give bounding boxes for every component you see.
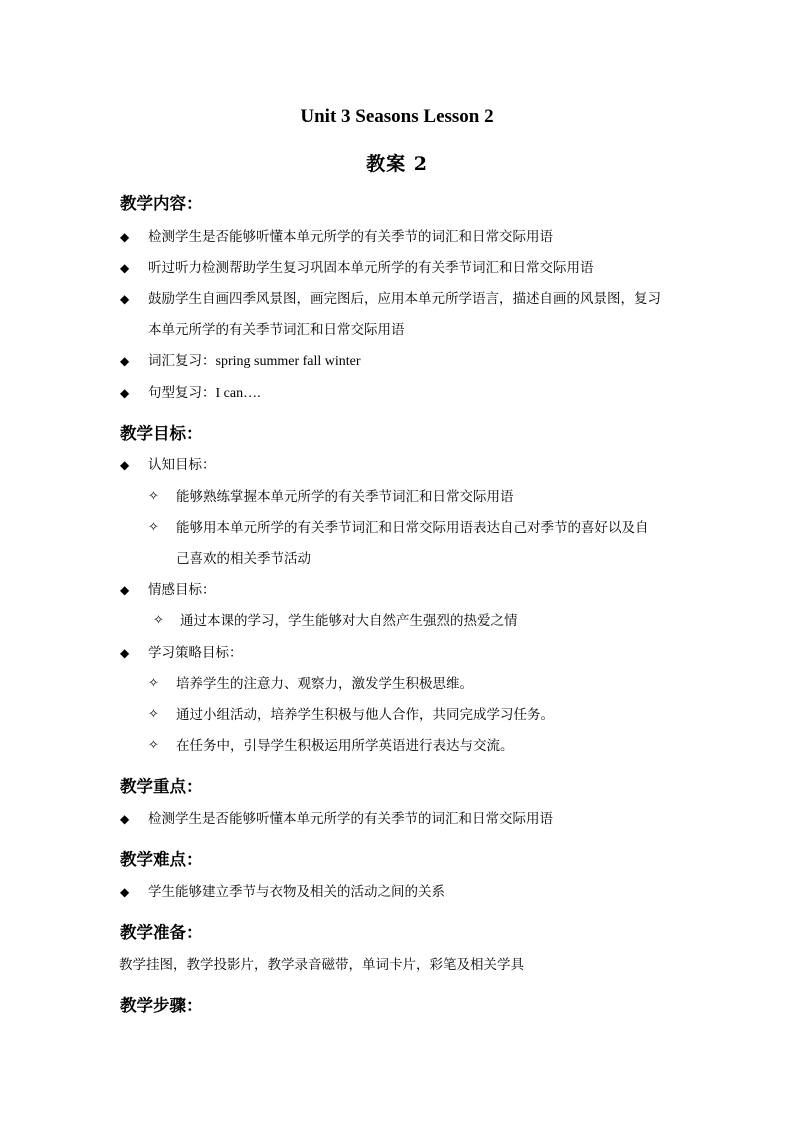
content-item-3: 鼓励学生自画四季风景图，画完图后，应用本单元所学语言，描述自画的风景图，复习 [148,291,661,307]
goal-emotion-label: 情感目标： [148,582,216,598]
heading-goals: 教学目标： [120,424,203,443]
bullet-icon: ◆ [120,458,130,472]
goal-strategy-item-3: 在任务中，引导学生积极运用所学英语进行表达与交流。 [176,738,514,754]
sub-bullet-icon: ✧ [148,520,159,535]
content-item-1: 检测学生是否能够听懂本单元所学的有关季节的词汇和日常交际用语 [148,229,553,245]
bullet-icon: ◆ [120,583,130,597]
content-item-3-continued: 本单元所学的有关季节词汇和日常交际用语 [148,322,405,338]
sub-bullet-icon: ✧ [148,738,159,753]
heading-preparation: 教学准备： [120,923,203,942]
bullet-icon: ◆ [120,812,130,826]
sub-bullet-icon: ✧ [148,489,159,504]
goal-cognitive-item-2-continued: 己喜欢的相关季节活动 [176,551,311,567]
bullet-icon: ◆ [120,354,130,368]
heading-difficulties: 教学难点： [120,850,203,869]
document-title: Unit 3 Seasons Lesson 2 [300,106,494,127]
bullet-icon: ◆ [120,386,130,400]
key-point-item-1: 检测学生是否能够听懂本单元所学的有关季节的词汇和日常交际用语 [148,811,553,827]
pattern-label: 句型复习： [148,385,216,401]
goal-cognitive-item-1: 能够熟练掌握本单元所学的有关季节词汇和日常交际用语 [176,489,514,505]
vocab-words: spring summer fall winter [215,354,361,369]
goal-emotion-item-1: 通过本课的学习，学生能够对大自然产生强烈的热爱之情 [180,613,518,629]
sub-bullet-icon: ✧ [153,613,164,628]
vocab-label: 词汇复习： [148,353,216,369]
content-item-2: 听过听力检测帮助学生复习巩固本单元所学的有关季节词汇和日常交际用语 [148,260,594,276]
bullet-icon: ◆ [120,885,130,899]
document-subtitle: 教案 2 [366,153,428,175]
bullet-icon: ◆ [120,261,130,275]
bullet-icon: ◆ [120,230,130,244]
difficulty-item-1: 学生能够建立季节与衣物及相关的活动之间的关系 [148,884,445,900]
pattern-text: I can…. [215,386,261,401]
bullet-icon: ◆ [120,292,130,306]
goal-strategy-item-2: 通过小组活动，培养学生积极与他人合作，共同完成学习任务。 [176,707,554,723]
goal-strategy-item-1: 培养学生的注意力、观察力，激发学生积极思维。 [176,676,473,692]
goal-cognitive-label: 认知目标： [148,457,216,473]
heading-content: 教学内容： [120,194,203,213]
goal-cognitive-item-2: 能够用本单元所学的有关季节词汇和日常交际用语表达自己对季节的喜好以及自 [176,520,649,536]
content-item-pattern [148,384,261,403]
content-item-vocab [148,352,361,371]
sub-bullet-icon: ✧ [148,707,159,722]
goal-strategy-label: 学习策略目标： [148,645,243,661]
preparation-text: 教学挂图，教学投影片，教学录音磁带，单词卡片，彩笔及相关学具 [119,957,524,973]
heading-key-points: 教学重点： [120,777,203,796]
bullet-icon: ◆ [120,646,130,660]
heading-steps: 教学步骤： [120,996,203,1015]
sub-bullet-icon: ✧ [148,676,159,691]
